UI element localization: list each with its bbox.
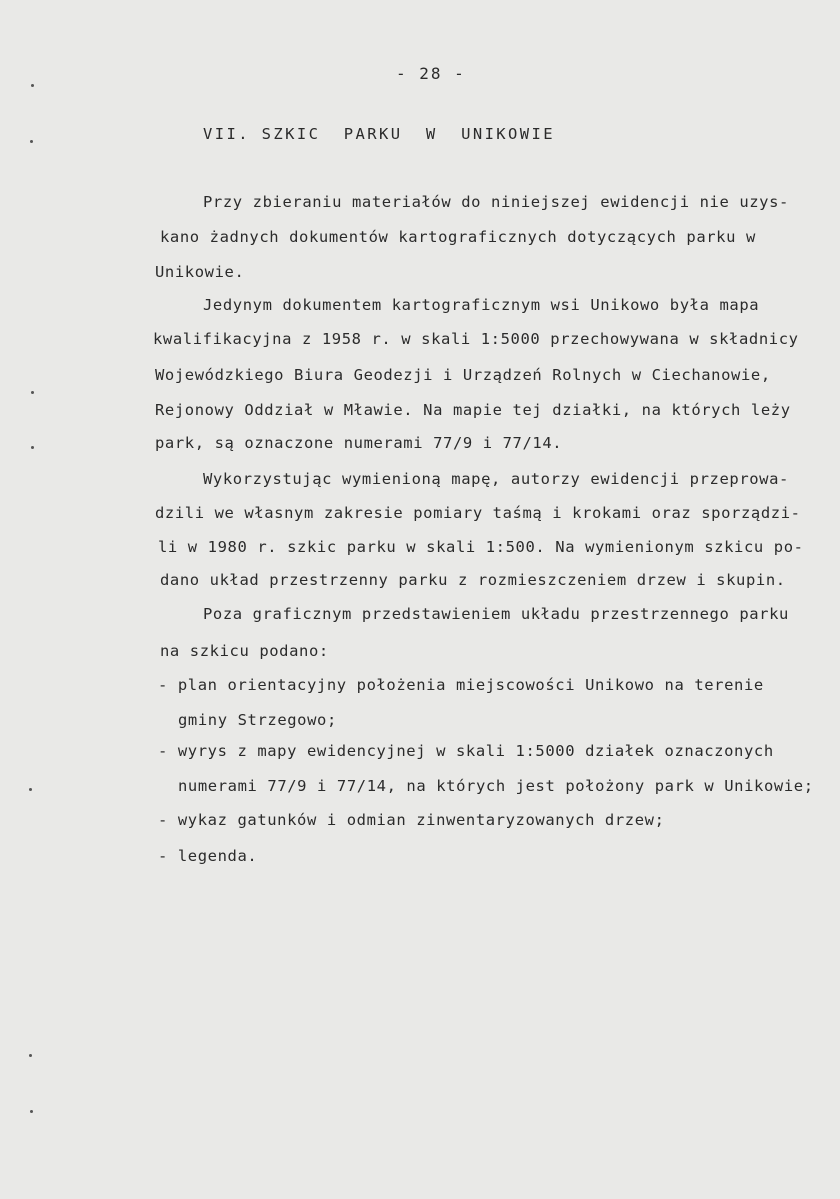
text-line: dano układ przestrzenny parku z rozmieszczeniem drzew i skupin. <box>160 571 786 589</box>
scan-speck <box>29 1054 32 1057</box>
list-item: - wykaz gatunków i odmian zinwentaryzowanych drzew; <box>158 811 665 829</box>
text-line: kwalifikacyjna z 1958 r. w skali 1:5000 przechowywana w składnicy <box>153 330 799 348</box>
scan-speck <box>30 1110 33 1113</box>
text-line: Jedynym dokumentem kartograficznym wsi Unikowo była mapa <box>203 296 760 314</box>
text-line: Wykorzystując wymienioną mapę, autorzy ewidencji przeprowa- <box>203 470 789 488</box>
page-number: - 28 - <box>396 64 466 83</box>
section-heading: VII. SZKIC PARKU W UNIKOWIE <box>203 125 555 143</box>
scan-speck <box>30 140 33 143</box>
text-line: numerami 77/9 i 77/14, na których jest położony park w Unikowie; <box>178 777 814 795</box>
text-line: Unikowie. <box>155 263 245 281</box>
text-line: kano żadnych dokumentów kartograficznych dotyczących parku w <box>160 228 756 246</box>
list-item: - plan orientacyjny położenia miejscowości Unikowo na terenie <box>158 676 764 694</box>
text-line: Rejonowy Oddział w Mławie. Na mapie tej działki, na których leży <box>155 401 791 419</box>
scan-speck <box>31 446 34 449</box>
scan-speck <box>31 391 34 394</box>
text-line: Wojewódzkiego Biura Geodezji i Urządzeń Rolnych w Ciechanowie, <box>155 366 771 384</box>
text-line: Przy zbieraniu materiałów do niniejszej ewidencji nie uzys- <box>203 193 789 211</box>
scan-speck <box>31 84 34 87</box>
scan-speck <box>29 788 32 791</box>
text-line: park, są oznaczone numerami 77/9 i 77/14. <box>155 434 563 452</box>
text-line: gminy Strzegowo; <box>178 711 337 729</box>
text-line: li w 1980 r. szkic parku w skali 1:500. Na wymienionym szkicu po- <box>158 538 804 556</box>
list-item: - wyrys z mapy ewidencyjnej w skali 1:5000 działek oznaczonych <box>158 742 774 760</box>
text-line: na szkicu podano: <box>160 642 329 660</box>
text-line: Poza graficznym przedstawieniem układu przestrzennego parku <box>203 605 789 623</box>
text-line: dzili we własnym zakresie pomiary taśmą i krokami oraz sporządzi- <box>155 504 801 522</box>
list-item: - legenda. <box>158 847 258 865</box>
